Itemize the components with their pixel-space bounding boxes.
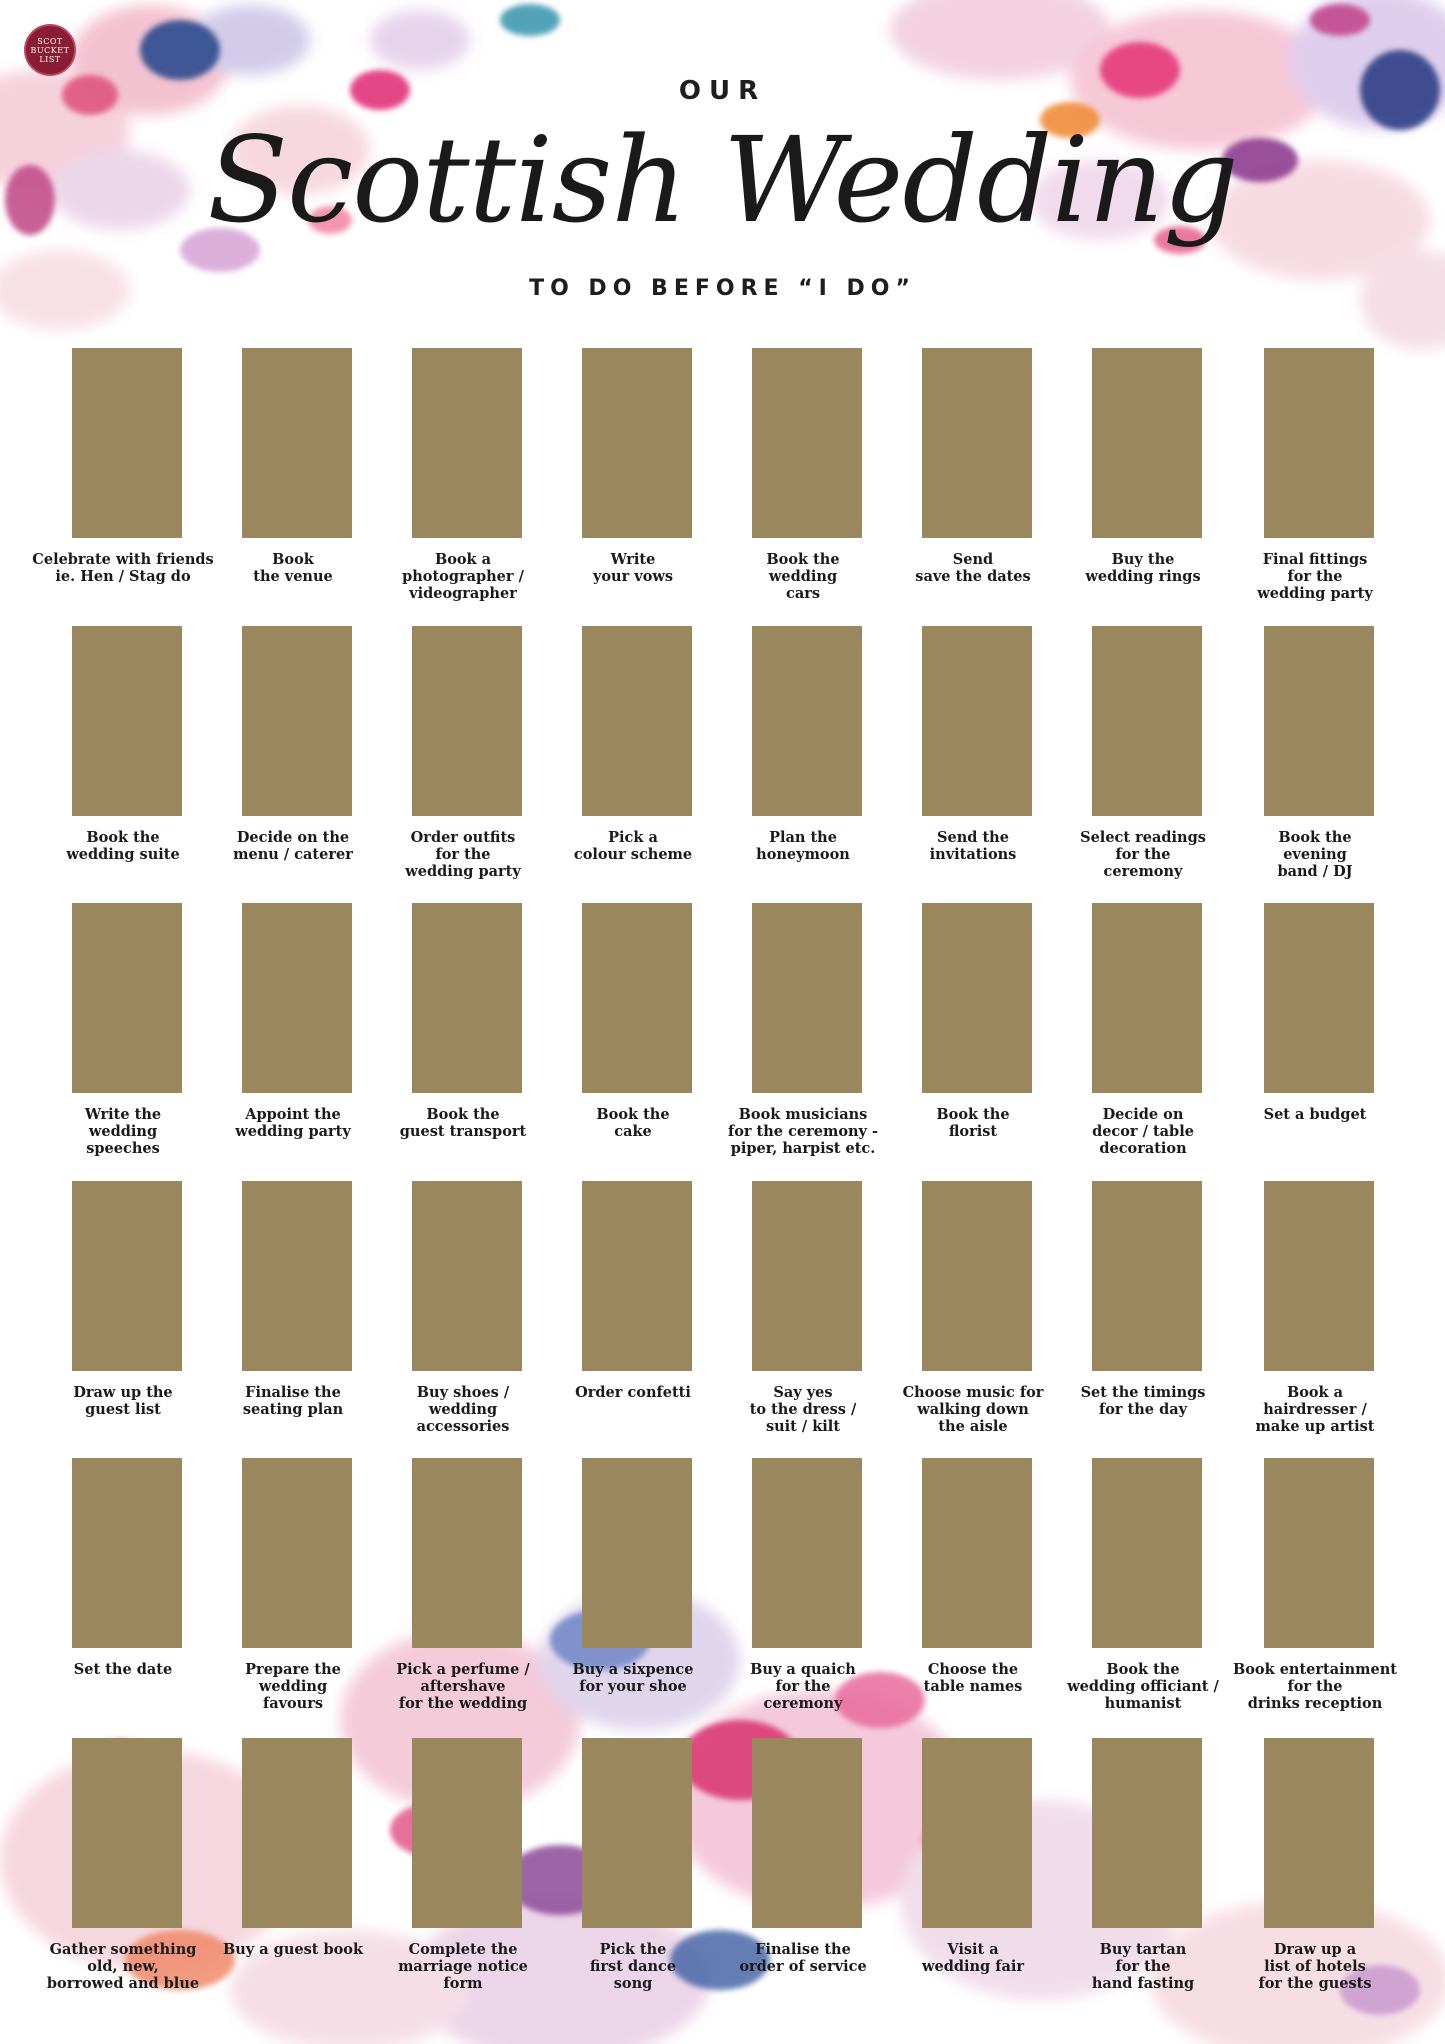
scratch-off-box[interactable] (922, 1738, 1032, 1928)
scratch-off-box[interactable] (752, 348, 862, 538)
scratch-off-box[interactable] (1264, 626, 1374, 816)
scratch-off-box[interactable] (922, 1458, 1032, 1648)
scratch-off-box[interactable] (922, 626, 1032, 816)
checklist-item-label: Pick a colour scheme (573, 829, 693, 863)
scot-bucket-list-logo: SCOT BUCKET LIST (24, 24, 76, 76)
checklist-item-label: Book the wedding officiant / humanist (1067, 1661, 1219, 1712)
checklist-item-label: Buy a quaich for the ceremony (750, 1661, 856, 1712)
scratch-off-box[interactable] (412, 903, 522, 1093)
checklist-item-label: Buy a guest book (222, 1941, 364, 1958)
checklist-item-label: Buy a sixpence for your shoe (572, 1661, 694, 1695)
checklist-item-label: Book musicians for the ceremony - piper, harpist etc. (727, 1106, 879, 1157)
checklist-item-label: Book entertainment for the drinks reception (1233, 1661, 1397, 1712)
scratch-off-box[interactable] (582, 348, 692, 538)
checklist-item-label: Buy the wedding rings (1085, 551, 1201, 585)
checklist-item-label: Book the guest transport (399, 1106, 527, 1140)
checklist-item-label: Book a hairdresser / make up artist (1255, 1384, 1375, 1435)
scratch-off-box[interactable] (1264, 1181, 1374, 1371)
page-title: Scottish Wedding (207, 111, 1238, 249)
checklist-item-label: Finalise the order of service (739, 1941, 867, 1975)
checklist-item-label: Book the wedding suite (66, 829, 180, 863)
checklist-item-label: Pick the first dance song (589, 1941, 677, 1992)
checklist-item-label: Complete the marriage notice form (398, 1941, 528, 1992)
checklist-item-label: Write the wedding speeches (84, 1106, 162, 1157)
scratch-off-box[interactable] (1092, 903, 1202, 1093)
checklist-item-label: Plan the honeymoon (756, 829, 850, 863)
checklist-item-label: Prepare the wedding favours (245, 1661, 341, 1712)
scratch-off-box[interactable] (752, 1738, 862, 1928)
scratch-off-box[interactable] (242, 903, 352, 1093)
subtitle: TO DO BEFORE “I DO” (529, 276, 916, 301)
scratch-off-box[interactable] (72, 1738, 182, 1928)
scratch-off-box[interactable] (752, 903, 862, 1093)
scratch-off-box[interactable] (582, 1738, 692, 1928)
scratch-off-box[interactable] (1092, 1181, 1202, 1371)
checklist-item-label: Choose the table names (923, 1661, 1023, 1695)
scratch-off-box[interactable] (1264, 1458, 1374, 1648)
checklist-item-label: Select readings for the ceremony (1080, 829, 1206, 880)
checklist-item-label: Appoint the wedding party (235, 1106, 351, 1140)
scratch-off-box[interactable] (242, 626, 352, 816)
scratch-off-box[interactable] (412, 1458, 522, 1648)
scratch-off-box[interactable] (922, 348, 1032, 538)
checklist-item-label: Decide on the menu / caterer (233, 829, 353, 863)
pre-title: OUR (678, 76, 767, 106)
scratch-off-box[interactable] (242, 1181, 352, 1371)
checklist-item-label: Visit a wedding fair (921, 1941, 1024, 1975)
scratch-off-box[interactable] (1092, 626, 1202, 816)
scratch-off-box[interactable] (752, 1458, 862, 1648)
scratch-off-box[interactable] (412, 348, 522, 538)
checklist-item-label: Book the cake (596, 1106, 670, 1140)
checklist-item-label: Book the evening band / DJ (1277, 829, 1353, 880)
scratch-off-box[interactable] (412, 1181, 522, 1371)
checklist-item-label: Book the venue (253, 551, 333, 585)
scratch-off-box[interactable] (582, 626, 692, 816)
scratch-off-box[interactable] (412, 1738, 522, 1928)
scratch-off-box[interactable] (72, 1181, 182, 1371)
checklist-item-label: Buy shoes / wedding accessories (416, 1384, 510, 1435)
checklist-item-label: Decide on decor / table decoration (1092, 1106, 1194, 1157)
scratch-off-box[interactable] (1264, 903, 1374, 1093)
checklist-item-label: Send the invitations (929, 829, 1017, 863)
scratch-off-box[interactable] (752, 1181, 862, 1371)
checklist-item-label: Order confetti (575, 1384, 691, 1401)
checklist-item-label: Book the florist (936, 1106, 1010, 1140)
scratch-off-box[interactable] (1092, 348, 1202, 538)
scratch-off-box[interactable] (72, 348, 182, 538)
scratch-off-box[interactable] (582, 1181, 692, 1371)
checklist-item-label: Buy tartan for the hand fasting (1091, 1941, 1195, 1992)
scratch-off-box[interactable] (72, 626, 182, 816)
checklist-item-label: Celebrate with friends ie. Hen / Stag do (32, 551, 214, 585)
scratch-off-box[interactable] (582, 903, 692, 1093)
checklist-item-label: Final fittings for the wedding party (1257, 551, 1373, 602)
checklist-item-label: Set the timings for the day (1080, 1384, 1206, 1418)
scratch-off-box[interactable] (72, 903, 182, 1093)
scratch-off-box[interactable] (1092, 1738, 1202, 1928)
scratch-off-box[interactable] (1092, 1458, 1202, 1648)
scratch-off-box[interactable] (1264, 1738, 1374, 1928)
scratch-off-box[interactable] (922, 1181, 1032, 1371)
checklist-item-label: Gather something old, new, borrowed and blue (46, 1941, 200, 1992)
scratch-off-box[interactable] (752, 626, 862, 816)
checklist-item-label: Write your vows (592, 551, 674, 585)
checklist-item-label: Pick a perfume / aftershave for the wedding (396, 1661, 530, 1712)
scratch-off-box[interactable] (922, 903, 1032, 1093)
checklist-item-label: Choose music for walking down the aisle (902, 1384, 1044, 1435)
poster-header (0, 70, 1445, 310)
checklist-item-label: Draw up the guest list (73, 1384, 173, 1418)
checklist-item-label: Say yes to the dress / suit / kilt (749, 1384, 857, 1435)
checklist-item-label: Draw up a list of hotels for the guests (1258, 1941, 1372, 1992)
checklist-item-label: Set the date (73, 1661, 173, 1678)
checklist-item-label: Set a budget (1263, 1106, 1367, 1123)
checklist-item-label: Order outfits for the wedding party (405, 829, 521, 880)
scratch-off-box[interactable] (242, 348, 352, 538)
scratch-off-box[interactable] (242, 1738, 352, 1928)
scratch-off-box[interactable] (1264, 348, 1374, 538)
checklist-item-label: Send save the dates (915, 551, 1031, 585)
checklist-item-label: Book a photographer / videographer (402, 551, 524, 602)
scratch-off-box[interactable] (72, 1458, 182, 1648)
scratch-off-box[interactable] (412, 626, 522, 816)
checklist-item-label: Book the wedding cars (766, 551, 840, 602)
scratch-off-box[interactable] (582, 1458, 692, 1648)
checklist-item-label: Finalise the seating plan (242, 1384, 344, 1418)
scratch-off-box[interactable] (242, 1458, 352, 1648)
